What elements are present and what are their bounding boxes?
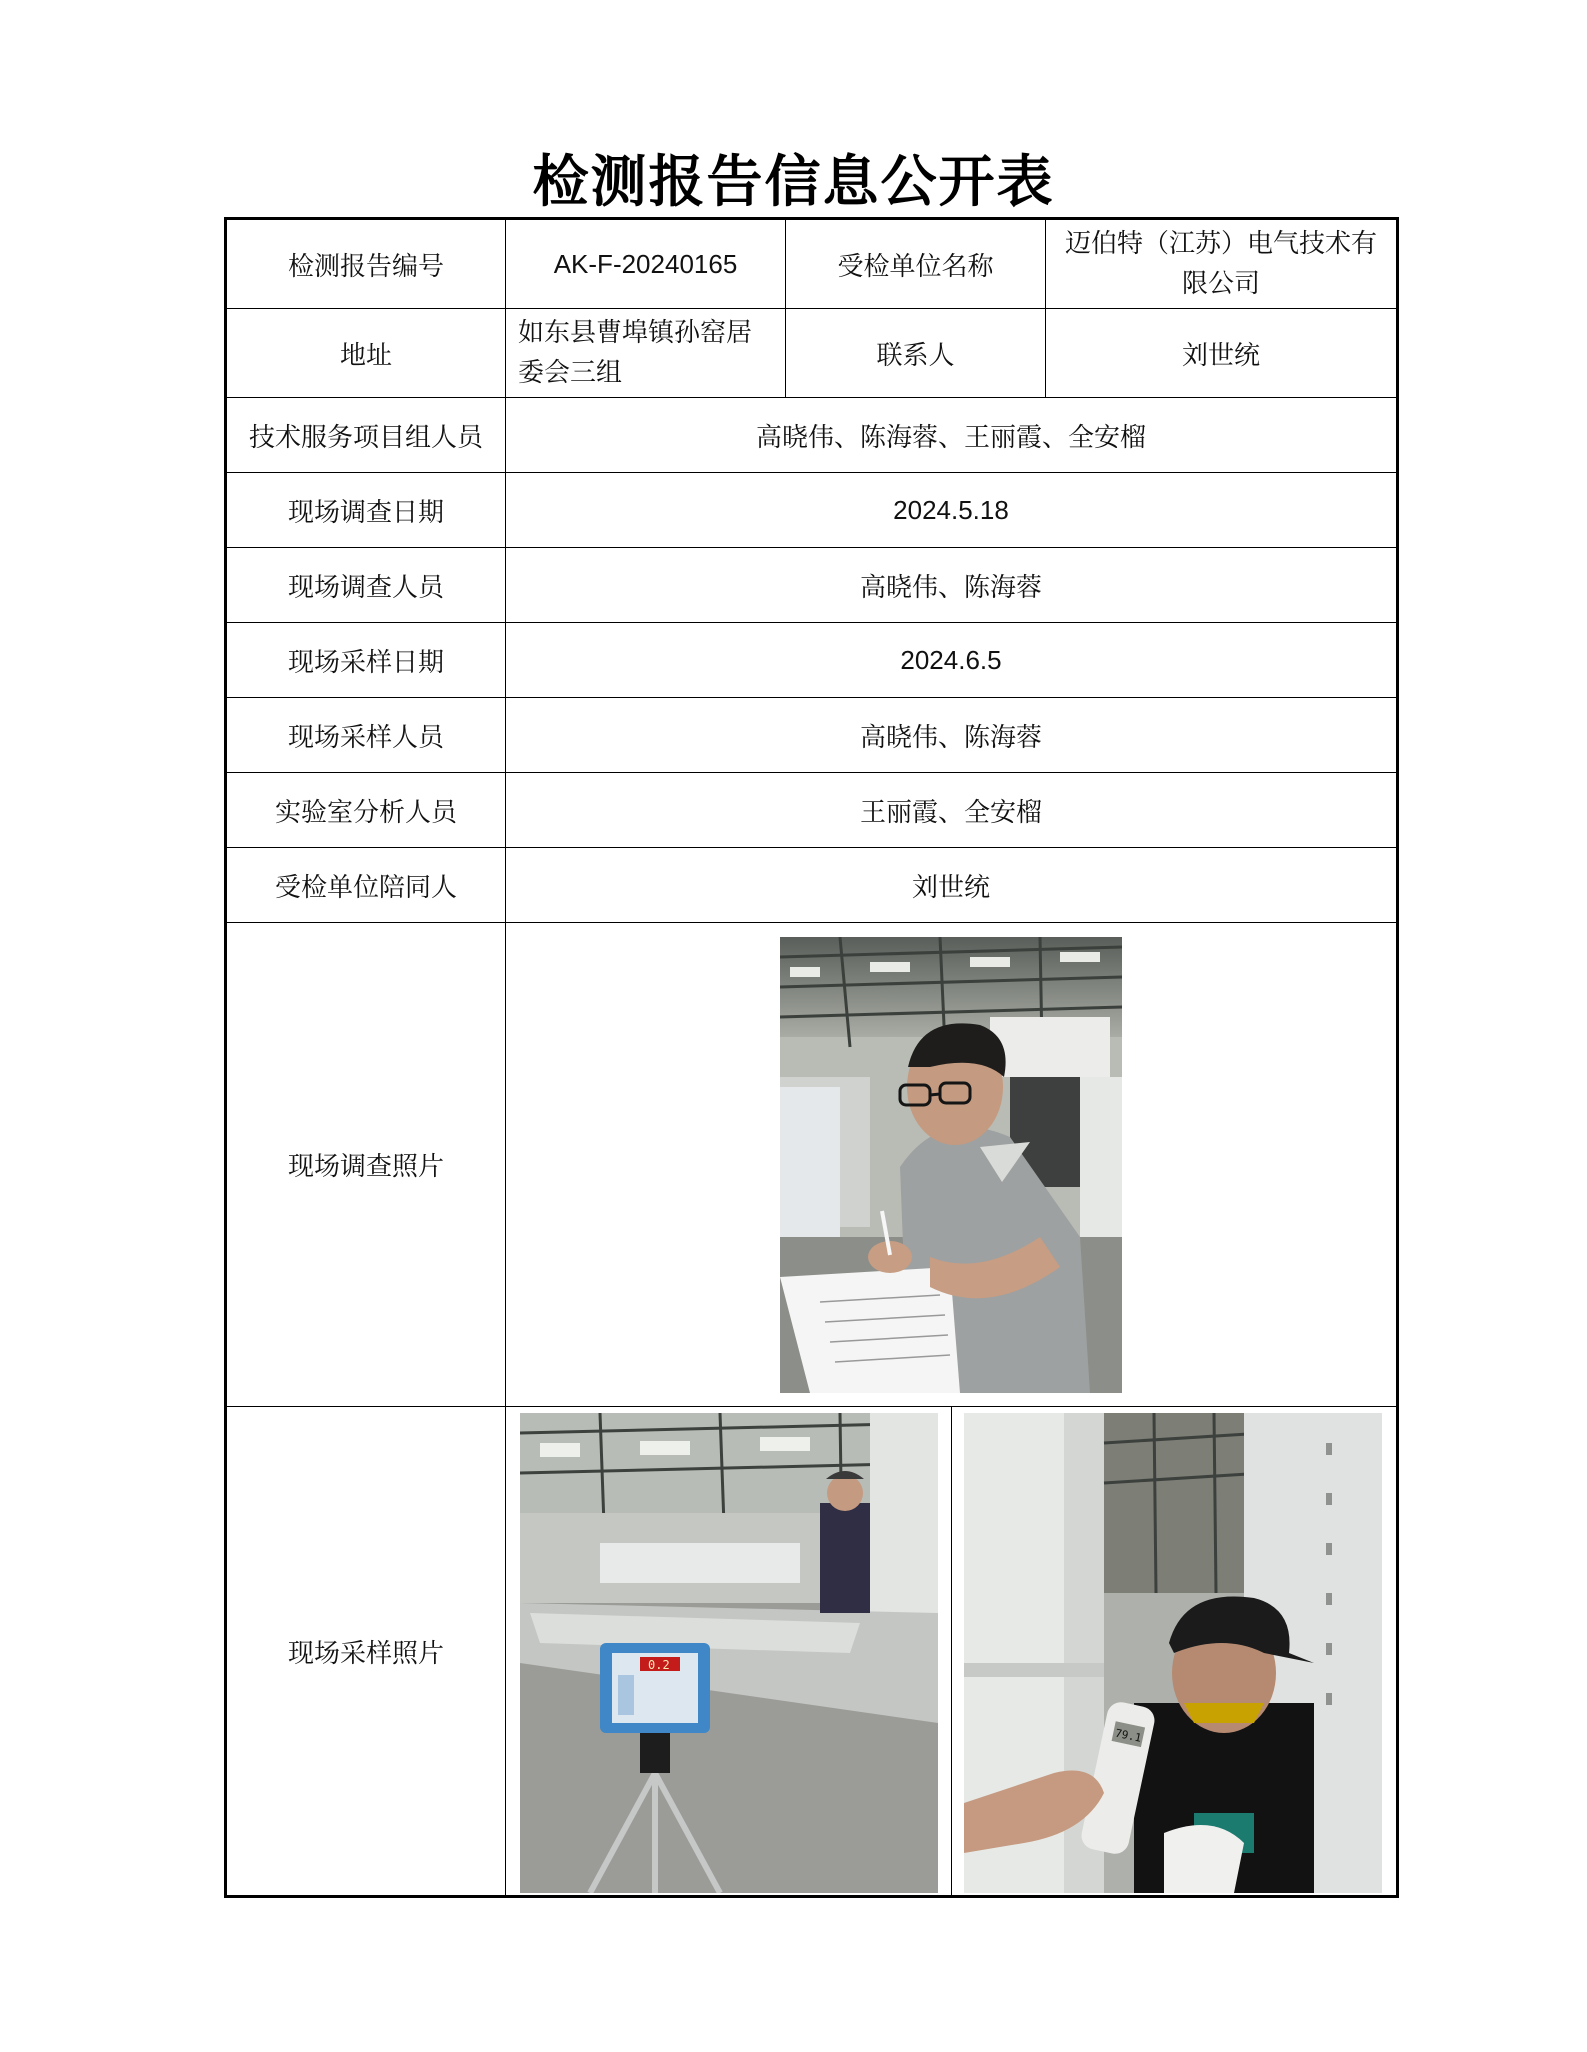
survey-photo [780, 937, 1122, 1393]
sampling-photo-left-frame [506, 1407, 952, 1895]
label-sampling-photo: 现场采样照片 [226, 1407, 506, 1897]
survey-photo-cell [506, 923, 1398, 1407]
table-row [226, 848, 1398, 923]
page-title: 检测报告信息公开表 [532, 149, 1055, 215]
table-row [226, 773, 1398, 848]
label-survey-photo: 现场调查照片 [226, 923, 506, 1407]
sampling-photo-sound-meter [964, 1413, 1382, 1893]
table-row [226, 923, 1398, 1407]
value-sampling-staff: 高晓伟、陈海蓉 [506, 698, 1398, 773]
label-report-no: 检测报告编号 [226, 219, 506, 309]
value-unit-name: 迈伯特（江苏）电气技术有限公司 [1046, 219, 1398, 309]
sampling-photo-dust-sampler [520, 1413, 938, 1893]
table-row [226, 309, 1398, 398]
label-survey-staff: 现场调查人员 [226, 548, 506, 623]
label-unit-name: 受检单位名称 [786, 219, 1046, 309]
label-team: 技术服务项目组人员 [226, 398, 506, 473]
value-sampling-date: 2024.6.5 [506, 623, 1398, 698]
table-row [226, 473, 1398, 548]
sampling-photos-cell [506, 1407, 1398, 1897]
label-escort: 受检单位陪同人 [226, 848, 506, 923]
value-address: 如东县曹埠镇孙窑居委会三组 [506, 309, 786, 398]
value-contact: 刘世统 [1046, 309, 1398, 398]
table-row [226, 1407, 1398, 1897]
table-row [226, 698, 1398, 773]
table-row [226, 219, 1398, 309]
label-lab-staff: 实验室分析人员 [226, 773, 506, 848]
label-sampling-staff: 现场采样人员 [226, 698, 506, 773]
sampler-display-text: 0.2 [648, 1658, 670, 1672]
label-contact: 联系人 [786, 309, 1046, 398]
value-team: 高晓伟、陈海蓉、王丽霞、全安榴 [506, 398, 1398, 473]
label-address: 地址 [226, 309, 506, 398]
value-escort: 刘世统 [506, 848, 1398, 923]
value-survey-date: 2024.5.18 [506, 473, 1398, 548]
table-row [226, 398, 1398, 473]
sound-meter-display-text: 79.1 [1113, 1726, 1143, 1745]
value-survey-staff: 高晓伟、陈海蓉 [506, 548, 1398, 623]
table-row [226, 548, 1398, 623]
table-row [226, 623, 1398, 698]
sampling-photo-right-frame [952, 1407, 1397, 1895]
value-lab-staff: 王丽霞、全安榴 [506, 773, 1398, 848]
label-sampling-date: 现场采样日期 [226, 623, 506, 698]
value-report-no: AK-F-20240165 [506, 219, 786, 309]
label-survey-date: 现场调查日期 [226, 473, 506, 548]
report-table [224, 217, 1399, 1898]
